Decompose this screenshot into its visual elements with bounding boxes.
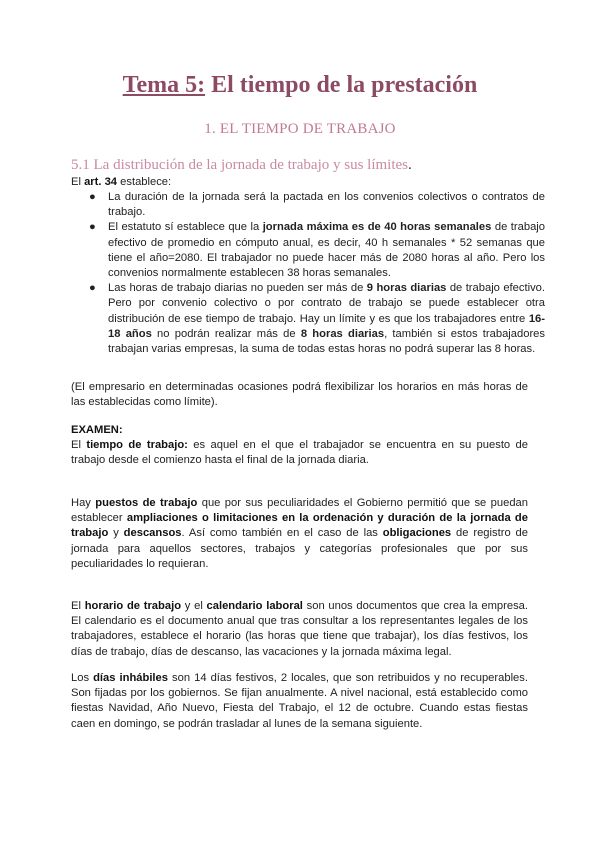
- text-run: y el: [181, 600, 207, 612]
- text-run: y: [108, 527, 124, 540]
- text-run: . Así como también en el caso de las: [181, 527, 383, 540]
- intro-post: establece:: [117, 176, 172, 188]
- bullet-text: de trabajo efectivo de promedio en cómputo anual, es decir, 40 h semanales * 52 semanas que tiene el año=2080. El trabajador no puede hacer más de 2080 horas al año. Pero los convenios normalmente establecen 38 horas semanales.: [108, 221, 545, 280]
- text-run: El: [71, 600, 85, 612]
- intro-line: [71, 175, 528, 190]
- intro-article: art. 34: [84, 176, 118, 188]
- exam-pre: El: [71, 439, 87, 451]
- bullet-bold: 9 horas diarias: [366, 282, 447, 295]
- exam-label-text: EXAMEN:: [71, 424, 123, 436]
- bold-run: descansos: [123, 527, 182, 540]
- intro-pre: El: [71, 176, 85, 188]
- bullet-text: , también si estos trabajadores trabajan varias empresas, la suma de todas estas horas no podrá superar las 8 horas.: [108, 327, 545, 356]
- bullet-text: Las horas de trabajo diarias no pueden ser más de: [108, 282, 367, 295]
- puestos-paragraph: [71, 496, 528, 572]
- bold-run: puestos de trabajo: [95, 497, 198, 509]
- bullet-text: no podrán realizar más de: [151, 327, 301, 340]
- bold-run: calendario laboral: [206, 600, 303, 612]
- bold-run: ampliaciones o limitaciones en la ordenación y duración de la jornada de trabajo: [71, 512, 528, 540]
- section-heading: 1. EL TIEMPO DE TRABAJO: [204, 121, 396, 137]
- horario-paragraph: [71, 599, 528, 660]
- subsection-heading-text: 5.1 La distribución de la jornada de trabajo y sus límites: [71, 157, 409, 173]
- bold-run: días inhábiles: [93, 672, 168, 684]
- bullet-icon: ●: [89, 221, 96, 234]
- exam-post: es aquel en el que el trabajador se encuentra en su puesto de trabajo desde el comienzo hasta el final de la jornada diaria.: [71, 439, 528, 467]
- list-item: [89, 220, 545, 281]
- bullet-icon: ●: [89, 282, 96, 295]
- subsection-heading-dot: .: [408, 157, 412, 173]
- bold-run: obligaciones: [382, 527, 452, 540]
- bullet-text: El estatuto sí establece que la: [108, 221, 263, 234]
- note-paragraph: (El empresario en determinadas ocasiones podrá flexibilizar los horarios en más horas de las establecidas como límite).: [71, 381, 528, 409]
- bullet-icon: ●: [89, 191, 96, 203]
- bullet-text: de trabajo efectivo. Pero por convenio colectivo o por contrato de trabajo se puede establecer otra distribución de ese tiempo de trabajo. Hay un límite y es que los trabajadores entre: [108, 282, 545, 325]
- exam-paragraph: [71, 438, 528, 468]
- bullet-list: [89, 190, 545, 357]
- list-item: [89, 281, 545, 357]
- list-item: [89, 190, 545, 220]
- bullet-bold: 8 horas diarias: [300, 327, 385, 340]
- bullet-bold: 16-18 años: [108, 312, 545, 340]
- page-title: [0, 72, 600, 99]
- bullet-text: La duración de la jornada será la pactada en los convenios colectivos o contratos de trabajo.: [108, 191, 545, 219]
- text-run: Hay: [71, 497, 96, 509]
- text-run: son unos documentos que crea la empresa. El calendario es el documento anual que tras consultar a los representantes legales de los trabajadores, establece el horario (las horas que tiene que trabajar), los días festivos, los días de trabajo, días de descanso, las vacaciones y la jornada máxima legal.: [71, 600, 528, 658]
- bullet-bold: jornada máxima es de 40 horas semanales: [262, 221, 492, 234]
- title-text: El tiempo de la prestación: [205, 72, 478, 98]
- title-number: Tema 5:: [122, 72, 206, 98]
- inhabiles-paragraph: [71, 671, 528, 732]
- text-run: de registro de jornada para aquellos sectores, trabajos y categorías profesionales que por sus peculiaridades lo requieran.: [71, 527, 528, 570]
- text-run: son 14 días festivos, 2 locales, que son retribuidos y no recuperables. Son fijadas por los gobiernos. Se fijan anualmente. A nivel nacional, está establecido como fiestas Navidad, Año Nuevo, Fiesta del Trabajo, el 12 de octubre. Cuando estas fiestas caen en domingo, se podrán trasladar al lunes de la semana siguiente.: [71, 672, 528, 730]
- text-run: Los: [71, 672, 94, 684]
- bold-run: horario de trabajo: [84, 600, 182, 612]
- subsection-heading: [71, 157, 412, 174]
- exam-label: [71, 423, 528, 438]
- text-run: que por sus peculiaridades el Gobierno permitió que se puedan establecer: [71, 497, 528, 525]
- exam-term: tiempo de trabajo:: [86, 439, 188, 451]
